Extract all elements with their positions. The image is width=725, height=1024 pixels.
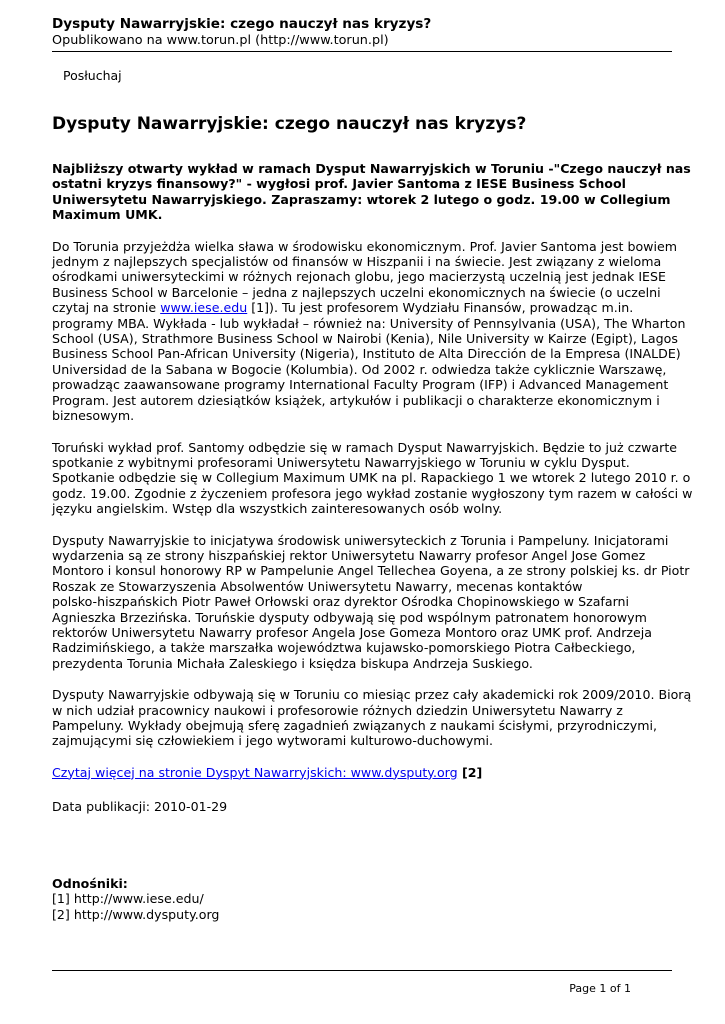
text-line: Roszak ze Stowarzyszenia Absolwentów Uniwersytetu Nawarry, mecenas kontaktów [52, 578, 583, 594]
text-line: Business School Pan-African University (Nigeria), Instituto de Alta Dirección de la Empresa (INALDE) [52, 346, 681, 362]
text-line: prowadząc zaawansowane programy International Faculty Program (IFP) i Advanced Management [52, 377, 669, 393]
text-line: Dysputy Nawarryjskie to inicjatywa środowisk uniwersyteckich z Torunia i Pampeluny. Inicjatorami [52, 532, 669, 548]
article-title: Dysputy Nawarryjskie: czego nauczył nas kryzys? [52, 114, 527, 134]
text-line: Program. Jest autorem dziesiątków książek, artykułów i publikacji o charakterze ekonomicznym i [52, 392, 660, 408]
text-line: jednym z najlepszych specjalistów od finansów w Hiszpanii i na świecie. Jest związany z wieloma [52, 254, 662, 270]
reference-item: [2] http://www.dysputy.org [52, 906, 220, 922]
text-line: ośrodkami uniwersyteckimi w różnych rejonach globu, jego macierzystą uczelnią jest jednak IESE [52, 269, 666, 285]
lead-line: Maximum UMK. [52, 207, 163, 223]
text-line: Montoro i konsul honorowy RP w Pampelunie Angel Tellechea Goyena, a ze strony polskiej ks. dr Piotr [52, 563, 690, 579]
footer-divider [52, 970, 672, 971]
text-line: Business School w Barcelonie – jedna z najlepszych uczelni ekonomicznych na świecie (o uczelni [52, 284, 661, 300]
header-published: Opublikowano na www.torun.pl (http://www.torun.pl) [52, 33, 389, 48]
text-line: School (USA), Strathmore Business School w Nairobi (Kenia), Nile University w Kairze (Egipt), Lagos [52, 331, 678, 347]
paragraph-3 [52, 532, 690, 672]
text-line-with-link [52, 300, 674, 315]
header-divider [52, 51, 672, 52]
references [52, 876, 219, 922]
text-line: Spotkanie odbędzie się w Collegium Maximum UMK na pl. Rapackiego 1 we wtorek 2 lutego 2010 r. o [52, 470, 691, 486]
text-line: w nich udział pracownicy naukowi i profesorowie różnych dziedzin Uniwersytetu Nawarry z [52, 702, 623, 718]
dysputy-link[interactable]: Czytaj więcej na stronie Dyspyt Nawarryjskich: www.dysputy.org [52, 764, 458, 780]
text-line: programy MBA. Wykłada - lub wykładał – również na: University of Pennsylvania (USA), The Wharton [52, 315, 686, 331]
text-line: Toruński wykład prof. Santomy odbędzie się w ramach Dysput Nawarryjskich. Będzie to już czwarte [52, 439, 678, 455]
link-prefix: czytaj na stronie [52, 300, 161, 316]
text-line: Agnieszka Brzezińska. Toruńskie dysputy odbywają się pod wspólnym patronatem honorowym [52, 609, 647, 625]
paragraph-2 [52, 439, 693, 517]
lead-line: Najbliższy otwarty wykład w ramach Dysput Nawarryjskich w Toruniu -"Czego nauczył nas [52, 161, 691, 176]
text-line: Do Torunia przyjeżdża wielka sława w środowisku ekonomicznym. Prof. Javier Santoma jest bowiem [52, 238, 677, 254]
page-number: Page 1 of 1 [569, 982, 631, 995]
lead-line: ostatni kryzys finansowy?" - wygłosi prof. Javier Santoma z IESE Business School [52, 176, 626, 192]
read-more-ref: [2] [457, 764, 483, 780]
lead-line: Uniwersytetu Nawarryjskiego. Zapraszamy: wtorek 2 lutego o godz. 19.00 w Collegium [52, 191, 671, 207]
text-line: spotkanie z wybitnymi profesorami Uniwersytetu Nawarryjskiego w Toruniu w cyklu Dysput. [52, 454, 630, 470]
header-title: Dysputy Nawarryjskie: czego nauczył nas kryzys? [52, 16, 432, 32]
link-suffix: [1]). Tu jest profesorem Wydziału Finansów, prowadząc m.in. [247, 300, 634, 316]
text-line: rektorów Uniwersytetu Nawarry profesor Angela Jose Gomeza Montoro oraz UMK prof. Andrzeja [52, 624, 652, 640]
text-line: zajmującymi się człowiekiem i jego wytworami kulturowo-duchowymi. [52, 733, 494, 749]
text-line: prezydenta Torunia Michała Zaleskiego i księdza biskupa Andrzeja Suskiego. [52, 655, 533, 671]
text-line: Radzimińskiego, a także marszałka województwa kujawsko-pomorskiego Piotra Całbeckiego, [52, 640, 636, 656]
text-line: biznesowym. [52, 408, 135, 424]
paragraph-4 [52, 687, 692, 749]
reference-item: [1] http://www.iese.edu/ [52, 891, 204, 907]
publication-date: Data publikacji: 2010-01-29 [52, 799, 228, 814]
text-line: wydarzenia są ze strony hiszpańskiej rektor Uniwersytetu Nawarry profesor Angel Jose Gomez [52, 547, 646, 563]
text-line: Pampeluny. Wykłady obejmują sferę zagadnień związanych z naukami ścisłymi, przyrodniczymi, [52, 718, 658, 733]
text-line: języku angielskim. Wstęp dla wszystkich zainteresowanych osób wolny. [52, 501, 503, 517]
page-header [52, 16, 672, 49]
text-line: godz. 19.00. Zgodnie z życzeniem profesora jego wykład zostanie wygłoszony tym razem w całości w [52, 485, 693, 501]
iese-link[interactable]: www.iese.edu [160, 300, 248, 316]
article-body [52, 161, 693, 796]
paragraph-1 [52, 238, 686, 424]
references-title: Odnośniki: [52, 876, 128, 891]
text-line: polsko-hiszpańskich Piotr Paweł Orłowski oraz dyrektor Ośrodka Chopinowskiego w Szafarni [52, 594, 630, 610]
text-line: Dysputy Nawarryjskie odbywają się w Toruniu co miesiąc przez cały akademicki rok 2009/2010. Biorą [52, 687, 692, 703]
text-line: Universidad de la Sabana w Bogocie (Kolumbia). Od 2002 r. odwiedza także cyklicznie Warszawę, [52, 361, 667, 377]
listen-button[interactable]: Posłuchaj [63, 68, 122, 83]
read-more-line [52, 765, 674, 780]
article-lead [52, 161, 691, 223]
read-more [52, 765, 674, 780]
